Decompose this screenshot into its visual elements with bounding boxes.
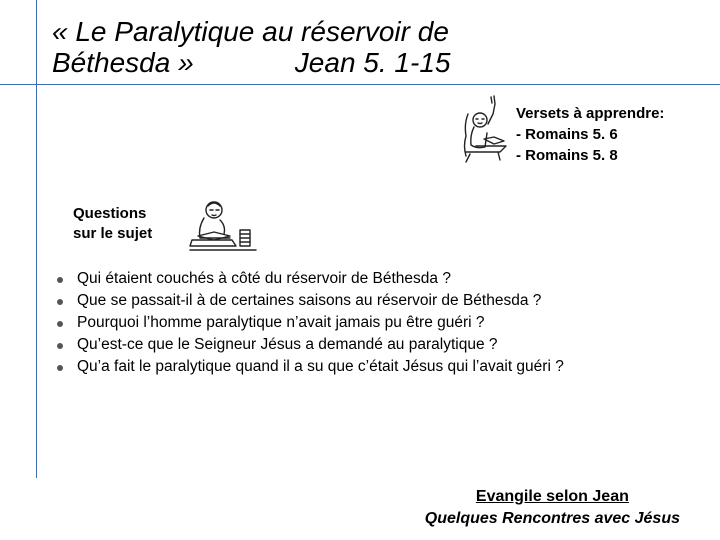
bullet-icon [57,321,63,327]
footer-caption [425,486,680,530]
bullet-icon [57,277,63,283]
footer-line-2: Quelques Rencontres avec Jésus [424,510,680,527]
question-text: Qu’a fait le paralytique quand il a su que c’était Jésus qui l’avait guéri ? [77,358,564,375]
reading-student-icon [188,196,260,254]
vertical-rule [36,0,37,478]
title-line-2: Béthesda » Jean 5. 1-15 [52,47,451,78]
questions-heading-line-2: sur le sujet [73,225,153,242]
verses-box [516,103,664,166]
verses-heading: Versets à apprendre: [516,105,665,122]
question-text: Qu’est-ce que le Seigneur Jésus a demandé au paralytique ? [77,336,498,353]
bullet-icon [57,365,63,371]
title-underline-rule [0,84,720,85]
bullet-icon [57,343,63,349]
questions-heading [73,204,152,244]
footer-line-1: Evangile selon Jean [475,488,629,505]
question-text: Que se passait-il à de certaines saisons au réservoir de Béthesda ? [77,292,542,309]
title-line-1: « Le Paralytique au réservoir de [52,16,449,47]
bullet-icon [57,299,63,305]
questions-heading-line-1: Questions [73,205,147,222]
question-text: Qui étaient couchés à côté du réservoir de Béthesda ? [77,270,451,287]
slide-title [52,16,450,78]
verse-item: - Romains 5. 6 [516,126,618,143]
question-text: Pourquoi l’homme paralytique n’avait jamais pu être guéri ? [77,314,485,331]
verse-item: - Romains 5. 8 [516,147,618,164]
raised-hand-student-icon [458,94,512,164]
